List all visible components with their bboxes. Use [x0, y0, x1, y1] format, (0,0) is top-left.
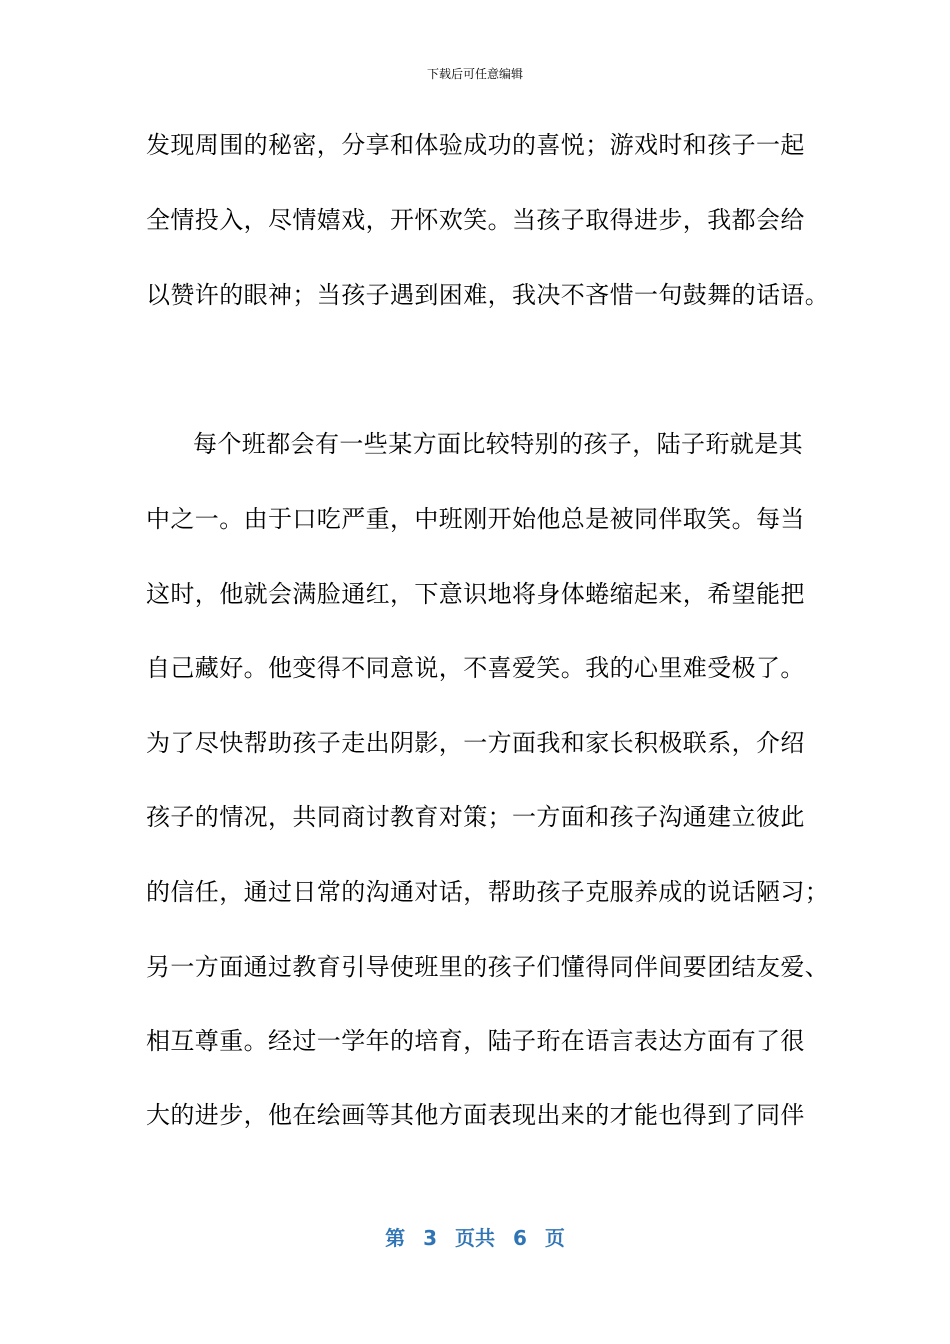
paragraph-line: 中之一。由于口吃严重，中班刚开始他总是被同伴取笑。每当	[146, 505, 805, 533]
page-header: 下载后可任意编辑	[426, 67, 523, 81]
paragraph-line: 每个班都会有一些某方面比较特别的孩子，陆子珩就是其	[193, 430, 803, 458]
paragraph-line: 全情投入，尽情嬉戏，开怀欢笑。当孩子取得进步，我都会给	[146, 206, 805, 234]
paragraph-line: 大的进步，他在绘画等其他方面表现出来的才能也得到了同伴	[146, 1101, 805, 1129]
paragraph-line: 的信任，通过日常的沟通对话，帮助孩子克服养成的说话陋习；	[146, 878, 830, 906]
paragraph-line: 为了尽快帮助孩子走出阴影，一方面我和家长积极联系，介绍	[146, 729, 805, 757]
paragraph-line: 发现周围的秘密，分享和体验成功的喜悦；游戏时和孩子一起	[146, 131, 805, 159]
current-page-number: 3	[423, 1226, 437, 1250]
footer-suffix: 页	[544, 1226, 565, 1250]
paragraph-line: 孩子的情况，共同商讨教育对策；一方面和孩子沟通建立彼此	[146, 803, 805, 831]
paragraph-line: 另一方面通过教育引导使班里的孩子们懂得同伴间要团结友爱、	[146, 953, 830, 981]
footer-prefix: 第	[385, 1226, 406, 1250]
paragraph-line: 以赞许的眼神；当孩子遇到困难，我决不吝惜一句鼓舞的话语。	[146, 281, 830, 309]
page-footer	[0, 1224, 950, 1252]
total-pages-number: 6	[513, 1226, 527, 1250]
paragraph-line: 这时，他就会满脸通红，下意识地将身体蜷缩起来，希望能把	[146, 580, 805, 608]
paragraph-line: 相互尊重。经过一学年的培育，陆子珩在语言表达方面有了很	[146, 1027, 805, 1055]
footer-middle: 页共	[455, 1226, 495, 1250]
paragraph-line: 自己藏好。他变得不同意说，不喜爱笑。我的心里难受极了。	[146, 654, 805, 682]
